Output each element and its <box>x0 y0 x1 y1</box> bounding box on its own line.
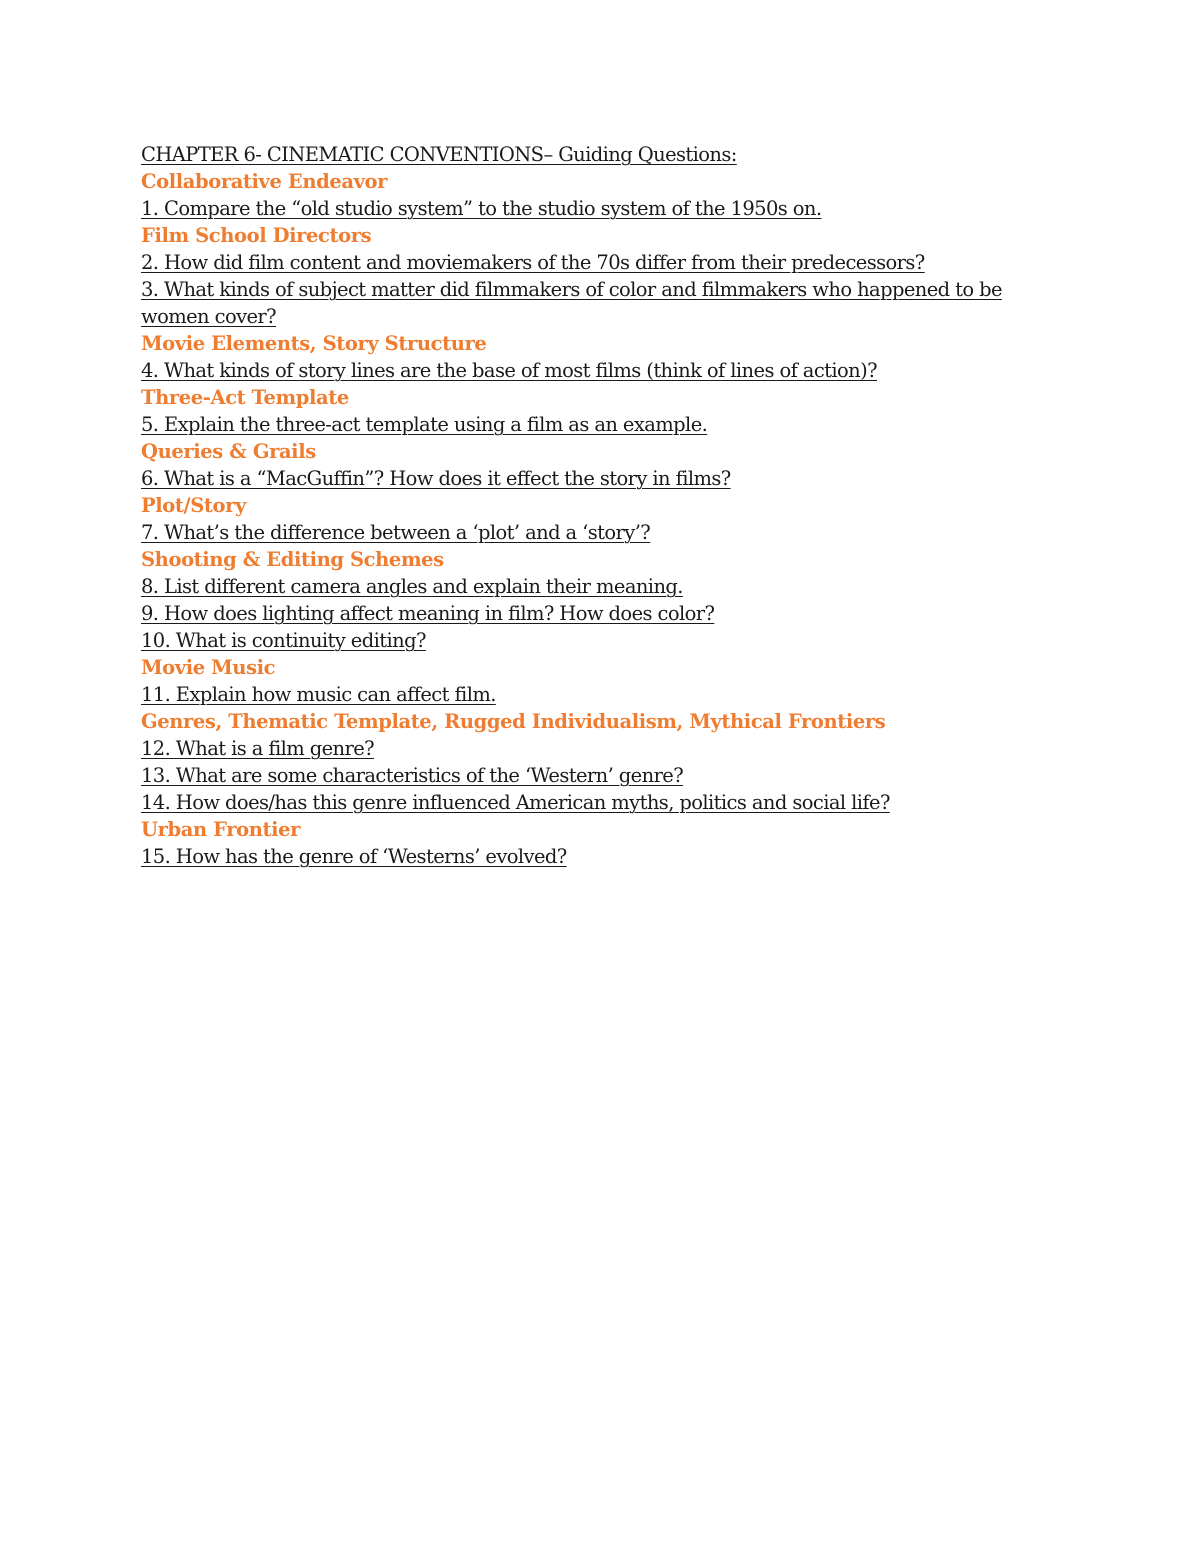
question-item: 5. Explain the three-act template using a film as an example. <box>141 413 708 436</box>
section-heading: Genres, Thematic Template, Rugged Individualism, Mythical Frontiers <box>141 710 886 733</box>
question-item: 10. What is continuity editing? <box>141 629 426 652</box>
section-heading: Queries & Grails <box>141 440 316 463</box>
question-item: 14. How does/has this genre influenced American myths, politics and social life? <box>141 791 890 814</box>
section-heading: Urban Frontier <box>141 818 300 841</box>
question-item: 9. How does lighting affect meaning in film? How does color? <box>141 602 715 625</box>
question-item: 11. Explain how music can affect film. <box>141 683 496 706</box>
question-item: 1. Compare the “old studio system” to the studio system of the 1950s on. <box>141 197 822 220</box>
question-item: 4. What kinds of story lines are the base of most films (think of lines of action)? <box>141 359 877 382</box>
document-page <box>141 141 1041 870</box>
section-heading: Movie Music <box>141 656 276 679</box>
section-heading: Movie Elements, Story Structure <box>141 332 487 355</box>
section-heading: Collaborative Endeavor <box>141 170 387 193</box>
question-item: 8. List different camera angles and explain their meaning. <box>141 575 683 598</box>
question-item: 15. How has the genre of ‘Westerns’ evolved? <box>141 845 567 868</box>
question-item: 6. What is a “MacGuffin”? How does it effect the story in films? <box>141 467 731 490</box>
section-heading: Plot/Story <box>141 494 246 517</box>
document-title: CHAPTER 6- CINEMATIC CONVENTIONS– Guiding Questions: <box>141 143 737 166</box>
section-heading: Three-Act Template <box>141 386 349 409</box>
section-heading: Shooting & Editing Schemes <box>141 548 444 571</box>
question-item: 2. How did film content and moviemakers of the 70s differ from their predecessors? <box>141 251 925 274</box>
question-item: 3. What kinds of subject matter did filmmakers of color and filmmakers who happened to be women cover? <box>141 278 1002 328</box>
section-heading: Film School Directors <box>141 224 372 247</box>
question-item: 13. What are some characteristics of the ‘Western’ genre? <box>141 764 684 787</box>
question-item: 7. What’s the difference between a ‘plot’ and a ‘story’? <box>141 521 651 544</box>
question-item: 12. What is a film genre? <box>141 737 375 760</box>
